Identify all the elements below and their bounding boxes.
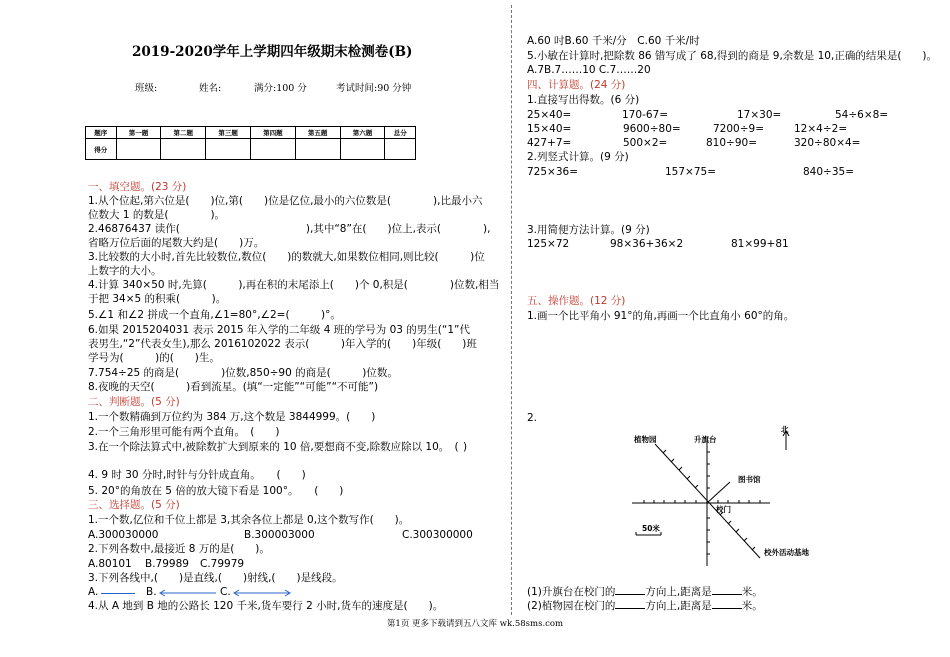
- page-footer: 第1页 更多下载请到五八文库 wk.58sms.com: [386, 619, 564, 629]
- option-b: B.: [146, 586, 157, 598]
- question-line: 2.下列各数中,最接近 8 万的是( )。: [88, 543, 270, 555]
- question-line: 2.46876437 读作( ),其中“8”在( )位上,表示( ),: [88, 223, 491, 235]
- ray-figure: [158, 587, 218, 599]
- question-line: 5. 20°的角放在 5 倍的放大镜下看是 100°。 ( ): [88, 485, 344, 497]
- question-line: 上数字的大小。: [88, 265, 162, 277]
- option-c: C.300300000: [402, 529, 473, 541]
- question-line: 4.计算 340×50 时,先算( ),再在积的末尾添上( )个 0,积是( )位数,相当: [88, 279, 500, 291]
- section-heading: 一、填空题。(23 分): [88, 181, 187, 193]
- option-a: A.: [88, 586, 99, 598]
- question-line: 位数大 1 的数是( )。: [88, 209, 226, 221]
- section-heading: 三、选择题。(5 分): [88, 499, 180, 511]
- question-line: 4.从 A 地到 B 地的公路长 120 千米,货车要行 2 小时,货车的速度是( )。: [88, 600, 444, 612]
- name-label: 姓名:: [199, 83, 222, 94]
- section-heading: 四、计算题。(24 分): [527, 79, 626, 91]
- option-a: A.300030000: [88, 529, 159, 541]
- map-label-outside-base: 校外活动基地: [764, 548, 809, 557]
- score-blank: [116, 139, 161, 160]
- column-divider: [511, 5, 512, 615]
- answer-blank: [712, 608, 742, 609]
- score-cell: 第二题: [161, 127, 206, 139]
- answer-blank: [712, 594, 742, 595]
- score-blank: [295, 139, 340, 160]
- calc-item: 25×40=: [527, 109, 572, 121]
- score-blank: [161, 139, 206, 160]
- map-question-mid: 方向上,距离是: [645, 600, 712, 612]
- question-line: 8.夜晚的天空( )看到流星。(填“一定能”“可能”“不可能”): [88, 381, 379, 393]
- calc-item: 500×2=: [623, 137, 668, 149]
- calc-item: 810÷90=: [706, 137, 757, 149]
- score-cell: 第一题: [116, 127, 161, 139]
- calc-item: 7200÷9=: [713, 123, 764, 135]
- question-line: 5.小敏在计算时,把除数 86 错写成了 68,得到的商是 9,余数是 10,正确的结果是( )。: [527, 50, 938, 62]
- score-cell: 第五题: [295, 127, 340, 139]
- answer-blank: [615, 608, 645, 609]
- calc-item: 320÷80×4=: [794, 137, 861, 149]
- map-question-suffix: 米。: [741, 600, 763, 612]
- question-line: 3.下列各线中,( )是直线,( )射线,( )是线段。: [88, 572, 343, 584]
- question-line: 表男生,“2”代表女生),那么 2016102022 表示( )年入学的( )年级( )班: [88, 338, 477, 350]
- score-cell: 第六题: [340, 127, 385, 139]
- calc-item: 840÷35=: [803, 166, 854, 178]
- question-line: 2.一个三角形里可能有两个直角。 ( ): [88, 426, 280, 438]
- question-line: 1.从个位起,第六位是( )位,第( )位是亿位,最小的六位数是( ),比最小六: [88, 195, 483, 207]
- question-line: 1.画一个比平角小 91°的角,再画一个比直角小 60°的角。: [527, 310, 795, 322]
- option-c: C.: [220, 586, 231, 598]
- map-label-garden: 植物园: [634, 435, 657, 444]
- question-line: 于把 34×5 的积乘( )。: [88, 293, 227, 305]
- full-score: 满分:100 分: [254, 83, 307, 94]
- score-cell: 第四题: [250, 127, 295, 139]
- score-blank: [340, 139, 385, 160]
- page-title: 2019-2020学年上学期四年级期末检测卷(B): [132, 44, 413, 60]
- question-line: 2.: [527, 412, 538, 424]
- class-label: 班级:: [135, 83, 158, 94]
- segment-line: [101, 593, 135, 594]
- score-blank: [206, 139, 251, 160]
- question-line: 5.∠1 和∠2 拼成一个直角,∠1=80°,∠2=( )°。: [88, 309, 341, 321]
- section-heading: 二、判断题。(5 分): [88, 396, 180, 408]
- option-line: A.7B.7……10 C.7……20: [527, 64, 651, 76]
- map-library-line: [707, 482, 730, 503]
- map-label-gate: 校门: [716, 505, 731, 514]
- question-line: 3.在一个除法算式中,被除数扩大到原来的 10 倍,要想商不变,除数应除以 10。 (: [88, 441, 459, 453]
- calc-item: 54÷6×8=: [835, 109, 889, 121]
- calc-item: 125×72: [527, 238, 570, 250]
- question-line: 省略万位后面的尾数大约是( )万。: [88, 237, 265, 249]
- section-heading: 五、操作题。(12 分): [527, 295, 626, 307]
- option-line: A.60 吋B.60 千米/分 C.60 千米/时: [527, 35, 700, 47]
- question-line: 2.列竖式计算。(9 分): [527, 151, 629, 163]
- score-blank: [250, 139, 295, 160]
- question-line: 3.比较数的大小时,首先比较数位,数位( )的数就大,如果数位相同,则比较( )位: [88, 251, 485, 263]
- map-label-flag: 升旗台: [694, 435, 717, 444]
- map-label-library: 图书馆: [738, 475, 761, 484]
- option-b: B.79989: [145, 558, 189, 570]
- option-a: A.80101: [88, 558, 132, 570]
- option-b: B.300003000: [244, 529, 315, 541]
- score-cell: 第三题: [206, 127, 251, 139]
- map-question-prefix: (1)升旗台在校门的: [527, 586, 616, 598]
- calc-item: 427+7=: [527, 137, 572, 149]
- question-line: 3.用简便方法计算。(9 分): [527, 224, 650, 236]
- score-table: [85, 126, 416, 160]
- map-question-2: [527, 600, 763, 613]
- question-line: 6.如果 2015204031 表示 2015 年入学的二年级 4 班的学号为 03 的男生(“1”代: [88, 324, 470, 336]
- question-line: 1.直接写出得数。(6 分): [527, 94, 640, 106]
- line-figure: [232, 587, 292, 599]
- question-line: ): [463, 441, 468, 453]
- map-label-scale: 50米: [642, 524, 660, 533]
- calc-item: 12×4÷2=: [794, 123, 848, 135]
- calc-item: 81×99+81: [731, 238, 789, 250]
- option-c: C.79979: [200, 558, 245, 570]
- answer-blank: [615, 594, 645, 595]
- score-cell: 得分: [86, 139, 117, 160]
- calc-item: 15×40=: [527, 123, 572, 135]
- map-question-prefix: (2)植物园在校门的: [527, 600, 616, 612]
- map-question-suffix: 米。: [741, 586, 763, 598]
- exam-time: 考试时间:90 分钟: [336, 83, 412, 94]
- calc-item: 98×36+36×2: [610, 238, 684, 250]
- calc-item: 157×75=: [665, 166, 716, 178]
- map-question-mid: 方向上,距离是: [645, 586, 712, 598]
- question-line: 7.754÷25 的商是( )位数,850÷90 的商是( )位数。: [88, 367, 398, 379]
- question-line: 学号为( )的( )生。: [88, 352, 220, 364]
- score-cell: 题序: [86, 127, 117, 139]
- calc-item: 725×36=: [527, 166, 578, 178]
- question-line: 1.一个数精确到万位约为 384 万,这个数是 3844999。( ): [88, 411, 376, 423]
- map-question-1: [527, 586, 763, 599]
- question-line: 1.一个数,亿位和千位上都是 3,其余各位上都是 0,这个数写作( )。: [88, 514, 410, 526]
- calc-item: 9600÷80=: [623, 123, 681, 135]
- question-line: 4. 9 时 30 分时,时针与分针成直角。 ( ): [88, 469, 306, 481]
- score-cell: 总分: [385, 127, 416, 139]
- score-blank: [385, 139, 416, 160]
- calc-item: 170-67=: [622, 109, 668, 121]
- calc-item: 17×30=: [737, 109, 782, 121]
- map-label-north: 北: [781, 425, 789, 434]
